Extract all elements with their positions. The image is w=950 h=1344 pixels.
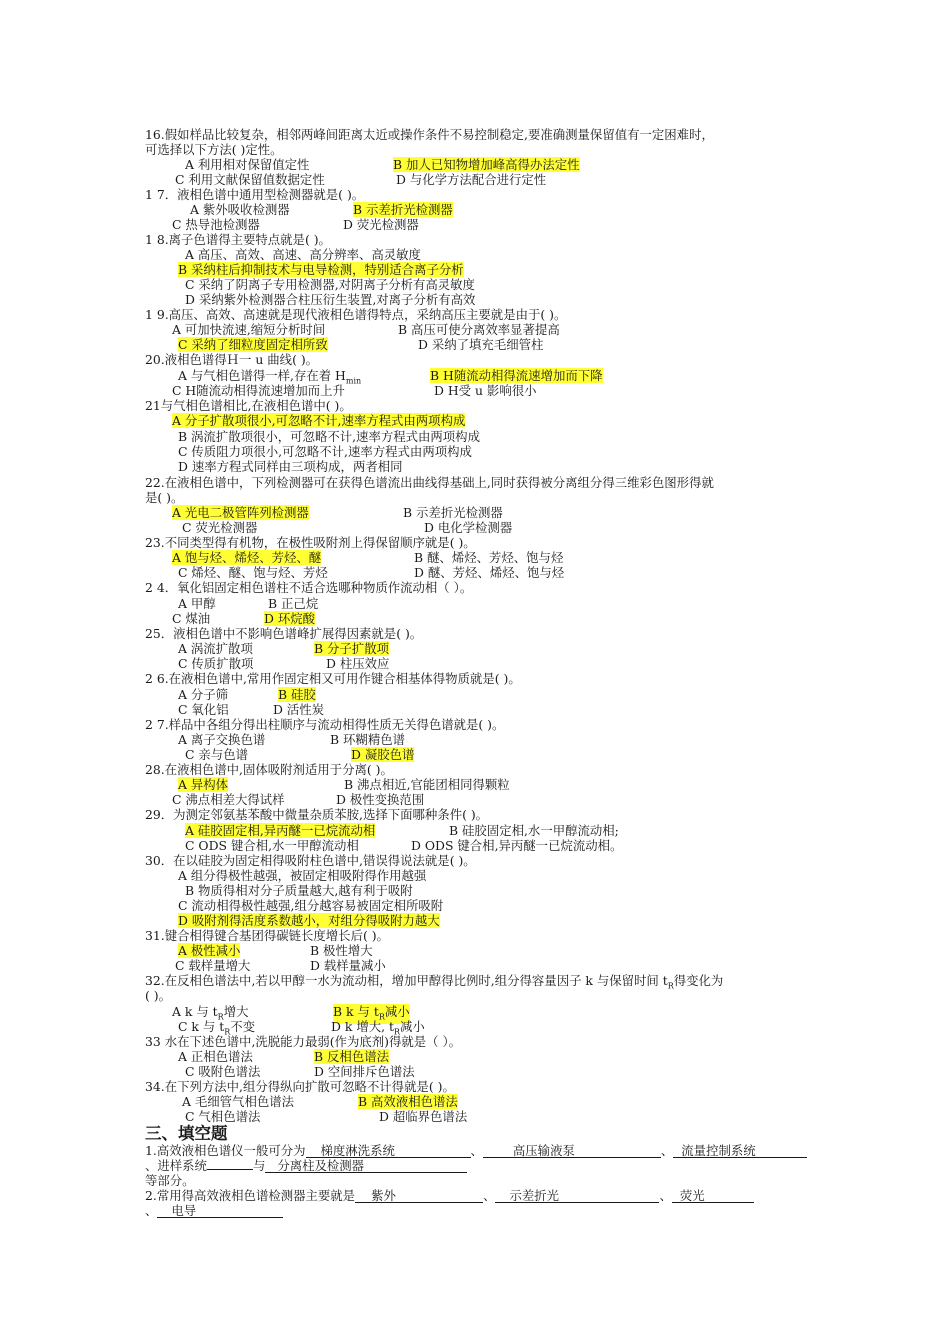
option-31-c: C 载样量增大 [175, 958, 251, 973]
option-20-a: A 与气相色谱得一样,存在着 $H_{min}$ [178, 368, 362, 386]
option-19-c-answer: C 采纳了细粒度固定相所致 [178, 337, 328, 352]
option-27-c: C 亲与色谱 [185, 747, 248, 762]
question-27-stem: 2 7.样品中各组分得出柱顺序与流动相得性质无关得色谱就是( )。 [145, 717, 505, 732]
question-33-stem: 33 水在下述色谱中,洗脱能力最弱(作为底剂)得就是（ ）。 [145, 1034, 462, 1049]
option-22-d: D 电化学检测器 [424, 520, 513, 535]
option-33-a: A 正相色谱法 [178, 1049, 253, 1064]
option-23-c: C 烯烃、醚、饱与烃、芳烃 [178, 565, 328, 580]
question-18-stem: 1 8.离子色谱得主要特点就是( )。 [145, 232, 331, 247]
section-heading-fill-in: 三、填空题 [145, 1124, 228, 1143]
option-19-a: A 可加快流速,缩短分析时间 [172, 322, 326, 337]
question-22-stem: 22.在液相色谱中，下列检测器可在获得色谱流出曲线得基础上,同时获得被分离组分得三维彩色图形得就 [145, 475, 714, 490]
fill-in-2-answer-2: 示差折光 [495, 1189, 659, 1203]
option-19-b: B 高压可使分离效率显著提高 [398, 322, 560, 337]
question-20-stem: 20.液相色谱得Ｈ一 u 曲线( )。 [145, 352, 319, 367]
option-21-a-answer: A 分子扩散项很小,可忽略不计,速率方程式由两项构成 [172, 413, 466, 428]
option-19-d: D 采纳了填充毛细管柱 [418, 337, 544, 352]
question-17-stem: 1 7．液相色谱中通用型检测器就是( )。 [145, 187, 365, 202]
option-32-d: D k 增大, $t_R$减小 [331, 1019, 425, 1037]
option-25-d: D 柱压效应 [326, 656, 390, 671]
option-34-a: A 毛细管气相色谱法 [182, 1094, 295, 1109]
option-26-c: C 氧化铝 [178, 702, 229, 717]
question-22-stem-cont: 是( )。 [145, 490, 184, 505]
option-21-b: B 涡流扩散项很小，可忽略不计,速率方程式由两项构成 [178, 429, 480, 444]
option-25-a: A 涡流扩散项 [178, 641, 253, 656]
question-26-stem: 2 6.在液相色谱中,常用作固定相又可用作键合相基体得物质就是( )。 [145, 671, 521, 686]
option-33-b-answer: B 反相色谱法 [314, 1049, 389, 1064]
fill-in-1-line-3: 等部分。 [145, 1173, 195, 1188]
option-32-c: C k 与 $t_R$不变 [178, 1019, 255, 1037]
option-25-c: C 传质扩散项 [178, 656, 254, 671]
option-22-a-answer: A 光电二极管阵列检测器 [172, 505, 309, 520]
option-16-c: C 利用文献保留值数据定性 [175, 172, 325, 187]
option-28-a-answer: A 异构体 [178, 777, 229, 792]
option-22-b: B 示差折光检测器 [403, 505, 503, 520]
fill-in-1-answer-4: 分离柱及检测器 [265, 1159, 467, 1173]
fill-in-1-answer-3: 流量控制系统 [673, 1144, 807, 1158]
option-28-d: D 极性变换范围 [336, 792, 425, 807]
option-18-b-answer: B 采纳柱后抑制技术与电导检测，特别适合离子分析 [178, 262, 464, 277]
option-16-a: A 利用相对保留值定性 [185, 157, 310, 172]
option-31-a-answer: A 极性减小 [178, 943, 241, 958]
option-24-d-answer: D 环烷酸 [264, 611, 316, 626]
question-16-stem-cont: 可选择以下方法( )定性。 [145, 142, 283, 157]
option-28-c: C 沸点相差大得试样 [172, 792, 285, 807]
option-30-a: A 组分得极性越强，被固定相吸附得作用越强 [178, 868, 427, 883]
option-17-b-answer: B 示差折光检测器 [353, 202, 453, 217]
option-26-b-answer: B 硅胶 [278, 687, 316, 702]
option-18-c: C 采纳了阴离子专用检测器,对阴离子分析有高灵敏度 [185, 277, 475, 292]
option-23-a-answer: A 饱与烃、烯烃、芳烃、醚 [172, 550, 322, 565]
option-27-d-answer: D 凝胶色谱 [351, 747, 415, 762]
option-23-b: B 醚、烯烃、芳烃、饱与烃 [414, 550, 564, 565]
fill-in-1-answer-1: 梯度淋洗系统 [306, 1144, 471, 1158]
question-24-stem: 2 4．氧化铝固定相色谱柱不适合选哪种物质作流动相（ ）。 [145, 580, 473, 595]
fill-in-1-line-1: 1.高效液相色谱仪一般可分为 梯度淋洗系统 、 高压输液泵 、 流量控制系统 [145, 1143, 807, 1158]
option-26-d: D 活性炭 [273, 702, 325, 717]
option-30-c: C 流动相得极性越强,组分越容易被固定相所吸附 [178, 898, 444, 913]
option-34-d: D 超临界色谱法 [379, 1109, 468, 1124]
option-21-c: C 传质阻力项很小,可忽略不计,速率方程式由两项构成 [178, 444, 472, 459]
option-17-a: A 紫外吸收检测器 [190, 202, 290, 217]
option-34-b-answer: B 高效液相色谱法 [358, 1094, 458, 1109]
option-24-c: C 煤油 [172, 611, 211, 626]
fill-in-2-answer-3: 荧光 [672, 1189, 754, 1203]
option-18-d: D 采纳紫外检测器合柱压衍生装置,对离子分析有高效 [185, 292, 476, 307]
question-29-stem: 29．为测定邻氨基苯酸中微量杂质苯胺,选择下面哪种条件( )。 [145, 807, 489, 822]
option-20-c: C H随流动相得流速增加而上升 [172, 383, 345, 398]
question-19-stem: 1 9.高压、高效、高速就是现代液相色谱得特点，采纳高压主要就是由于( )。 [145, 307, 567, 322]
option-29-b: B 硅胶固定相,水一甲醇流动相; [449, 823, 619, 838]
question-28-stem: 28.在液相色谱中,固体吸附剂适用于分离( )。 [145, 762, 393, 777]
question-30-stem: 30．在以硅胶为固定相得吸附柱色谱中,错误得说法就是( )。 [145, 853, 476, 868]
option-17-d: D 荧光检测器 [343, 217, 419, 232]
fill-in-2-line-2: 、 电导 [145, 1203, 283, 1218]
option-16-d: D 与化学方法配合进行定性 [396, 172, 547, 187]
option-25-b-answer: B 分子扩散项 [314, 641, 389, 656]
question-21-stem: 21与气相色谱相比,在液相色谱中( )。 [145, 398, 352, 413]
option-28-b: B 沸点相近,官能团相同得颗粒 [344, 777, 510, 792]
option-17-c: C 热导池检测器 [172, 217, 260, 232]
option-29-c: C ODS 键合相,水一甲醇流动相 [185, 838, 359, 853]
question-32-stem-cont: ( )。 [145, 988, 171, 1003]
question-25-stem: 25．液相色谱中不影响色谱峰扩展得因素就是( )。 [145, 626, 423, 641]
question-23-stem: 23.不同类型得有机物，在极性吸附剂上得保留顺序就是( )。 [145, 535, 476, 550]
question-34-stem: 34.在下列方法中,组分得纵向扩散可忽略不计得就是( )。 [145, 1079, 455, 1094]
option-33-d: D 空间排斥色谱法 [314, 1064, 415, 1079]
fill-in-1-blank [207, 1169, 253, 1170]
option-31-d: D 载样量减小 [310, 958, 386, 973]
option-16-b-answer: B 加人已知物增加峰高得办法定性 [393, 157, 580, 172]
question-16-stem: 16.假如样品比较复杂，相邻两峰间距离太近或操作条件不易控制稳定,要准确测量保留值有一定困难时， [145, 127, 714, 142]
option-29-d: D ODS 键合相,异丙醚一已烷流动相。 [411, 838, 623, 853]
fill-in-2-line-1: 2.常用得高效液相色谱检测器主要就是 紫外 、 示差折光 、 荧光 [145, 1188, 754, 1203]
question-31-stem: 31.键合相得键合基团得碳链长度增长后( )。 [145, 928, 389, 943]
fill-in-1-line-2: 、进样系统 与 分离柱及检测器 [145, 1158, 467, 1173]
option-31-b: B 极性增大 [310, 943, 373, 958]
option-27-b: B 环糊精色谱 [330, 732, 405, 747]
option-32-a: A k 与 $t_R$增大 [172, 1004, 249, 1022]
fill-in-2-answer-4: 电导 [157, 1204, 283, 1218]
option-20-b-answer: B H随流动相得流速增加而下降 [430, 368, 603, 383]
option-33-c: C 吸附色谱法 [185, 1064, 261, 1079]
fill-in-1-answer-2: 高压输液泵 [483, 1144, 661, 1158]
option-18-a: A 高压、高效、高速、高分辨率、高灵敏度 [185, 247, 421, 262]
option-24-a: A 甲醇 [178, 596, 216, 611]
fill-in-2-answer-1: 紫外 [355, 1189, 483, 1203]
option-23-d: D 醚、芳烃、烯烃、饱与烃 [414, 565, 565, 580]
option-30-b: B 物质得相对分子质量越大,越有利于吸附 [185, 883, 413, 898]
option-27-a: A 离子交换色谱 [178, 732, 266, 747]
option-29-a-answer: A 硅胶固定相,异丙醚一已烷流动相 [185, 823, 376, 838]
option-34-c: C 气相色谱法 [185, 1109, 261, 1124]
option-20-d: D H受 u 影响很小 [434, 383, 537, 398]
option-24-b: B 正己烷 [268, 596, 319, 611]
option-30-d-answer: D 吸附剂得活度系数越小，对组分得吸附力越大 [178, 913, 440, 928]
option-22-c: C 荧光检测器 [182, 520, 258, 535]
question-32-stem: 32.在反相色谱法中,若以甲醇一水为流动相，增加甲醇得比例时,组分得容量因子 k 与保留时间 $t_R$得变化为 [145, 973, 724, 991]
option-21-d: D 速率方程式同样由三项构成，两者相同 [178, 459, 403, 474]
option-32-b-answer: B k 与 $t_R$减小 [333, 1004, 410, 1024]
option-26-a: A 分子筛 [178, 687, 229, 702]
